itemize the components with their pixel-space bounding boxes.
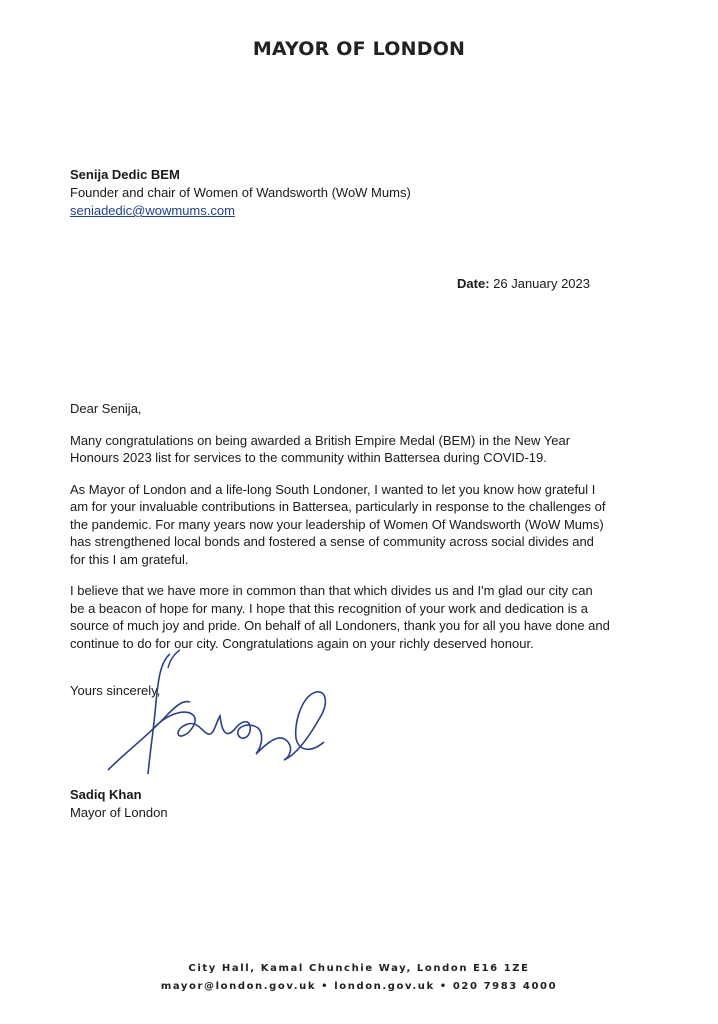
recipient-email-link[interactable]: seniadedic@wowmums.com — [70, 203, 235, 218]
date-label: Date: — [457, 276, 490, 291]
handwritten-signature — [98, 642, 338, 782]
recipient-name: Senija Dedic BEM — [70, 167, 180, 182]
letterhead-title: MAYOR OF LONDON — [252, 38, 466, 60]
signer-name: Sadiq Khan — [70, 787, 142, 802]
signer-title: Mayor of London — [70, 805, 168, 820]
salutation: Dear Senija, — [70, 401, 142, 416]
paragraph-gratitude: As Mayor of London and a life-long South Londoner, I wanted to let you know how grateful I am for your invaluable contributions in Battersea, particularly in response to the challenges of the pandemic. For many years now your leadership of Women Of Wandsworth (WoW Mums) has strengthened local bonds and fostered a sense of community across social divides and for this I am grateful. — [70, 481, 606, 567]
paragraph-closing-remarks: I believe that we have more in common than that which divides us and I'm glad our city can be a beacon of hope for many. I hope that this recognition of your work and dedication is a source of much joy and pride. On behalf of all Londoners, thank you for all you have done and continue to do for our city. Congratulations again on your richly deserved honour. — [70, 583, 610, 651]
signer-block — [70, 786, 168, 822]
recipient-role: Founder and chair of Women of Wandsworth (WoW Mums) — [70, 185, 411, 200]
footer-address: City Hall, Kamal Chunchie Way, London E16 1ZE — [188, 963, 530, 974]
letter-footer — [0, 960, 718, 996]
closing-line: Yours sincerely, — [70, 683, 161, 698]
letter-date — [457, 276, 590, 291]
recipient-block — [70, 166, 411, 220]
footer-contact: mayor@london.gov.uk • london.gov.uk • 020 7983 4000 — [160, 981, 558, 992]
letter-body — [70, 400, 610, 666]
date-value: 26 January 2023 — [489, 276, 590, 291]
paragraph-congratulations: Many congratulations on being awarded a British Empire Medal (BEM) in the New Year Honours 2023 list for services to the community within Battersea during COVID-19. — [70, 432, 571, 465]
